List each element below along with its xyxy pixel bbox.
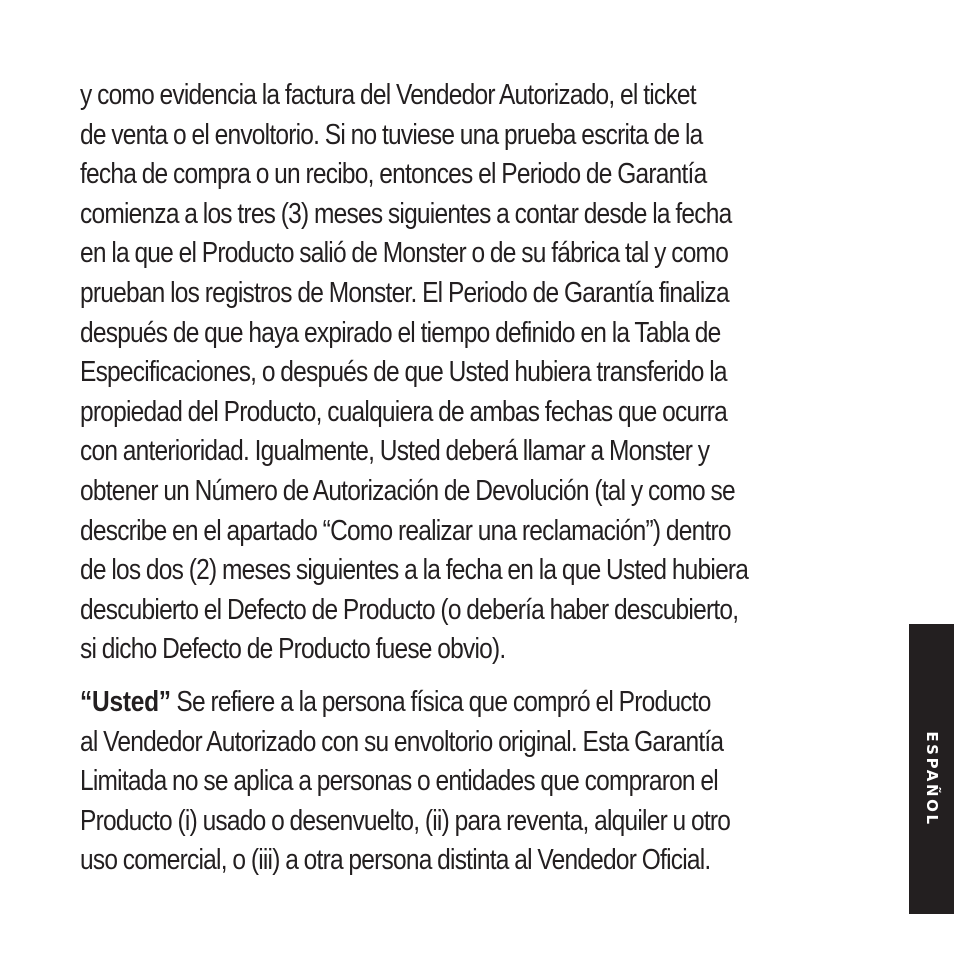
text-line: descubierto el Defecto de Producto (o debería haber descubierto,	[80, 593, 739, 626]
text-line: en la que el Producto salió de Monster o de su fábrica tal y como	[80, 237, 729, 270]
text-line: Producto (i) usado o desenvuelto, (ii) para reventa, alquiler u otro	[80, 804, 731, 837]
definition-text: Se refiere a la persona física que compró el Producto	[170, 685, 711, 718]
text-line: comienza a los tres (3) meses siguientes a contar desde la fecha	[80, 197, 732, 230]
text-line: después de que haya expirado el tiempo definido en la Tabla de	[80, 316, 721, 349]
text-line: Especificaciones, o después de que Usted hubiera transferido la	[80, 356, 727, 389]
text-line: fecha de compra o un recibo, entonces el Periodo de Garantía	[80, 158, 707, 191]
language-tab-label: ESPAÑOL	[922, 731, 941, 827]
text-line: propiedad del Producto, cualquiera de ambas fechas que ocurra	[80, 395, 727, 428]
language-tab	[909, 624, 954, 914]
text-line-definition-start	[80, 683, 768, 723]
text-line: Limitada no se aplica a personas o entidades que compraron el	[80, 765, 718, 798]
paragraph-usted-definition	[80, 683, 880, 881]
document-page	[80, 76, 880, 881]
text-line: si dicho Defecto de Producto fuese obvio).	[80, 633, 506, 666]
text-line: prueban los registros de Monster. El Periodo de Garantía finaliza	[80, 276, 729, 309]
paragraph-warranty-period	[80, 76, 880, 670]
text-line: al Vendedor Autorizado con su envoltorio original. Esta Garantía	[80, 725, 724, 758]
text-line: describe en el apartado “Como realizar una reclamación”) dentro	[80, 514, 731, 547]
text-line: uso comercial, o (iii) a otra persona distinta al Vendedor Oficial.	[80, 844, 711, 877]
defined-term: “Usted”	[80, 685, 171, 718]
text-line: obtener un Número de Autorización de Devolución (tal y como se	[80, 474, 735, 507]
text-line: con anterioridad. Igualmente, Usted deberá llamar a Monster y	[80, 435, 710, 468]
text-line: de los dos (2) meses siguientes a la fecha en la que Usted hubiera	[80, 554, 749, 587]
text-line: y como evidencia la factura del Vendedor Autorizado, el ticket	[80, 79, 696, 111]
text-line: de venta o el envoltorio. Si no tuviese una prueba escrita de la	[80, 118, 703, 151]
